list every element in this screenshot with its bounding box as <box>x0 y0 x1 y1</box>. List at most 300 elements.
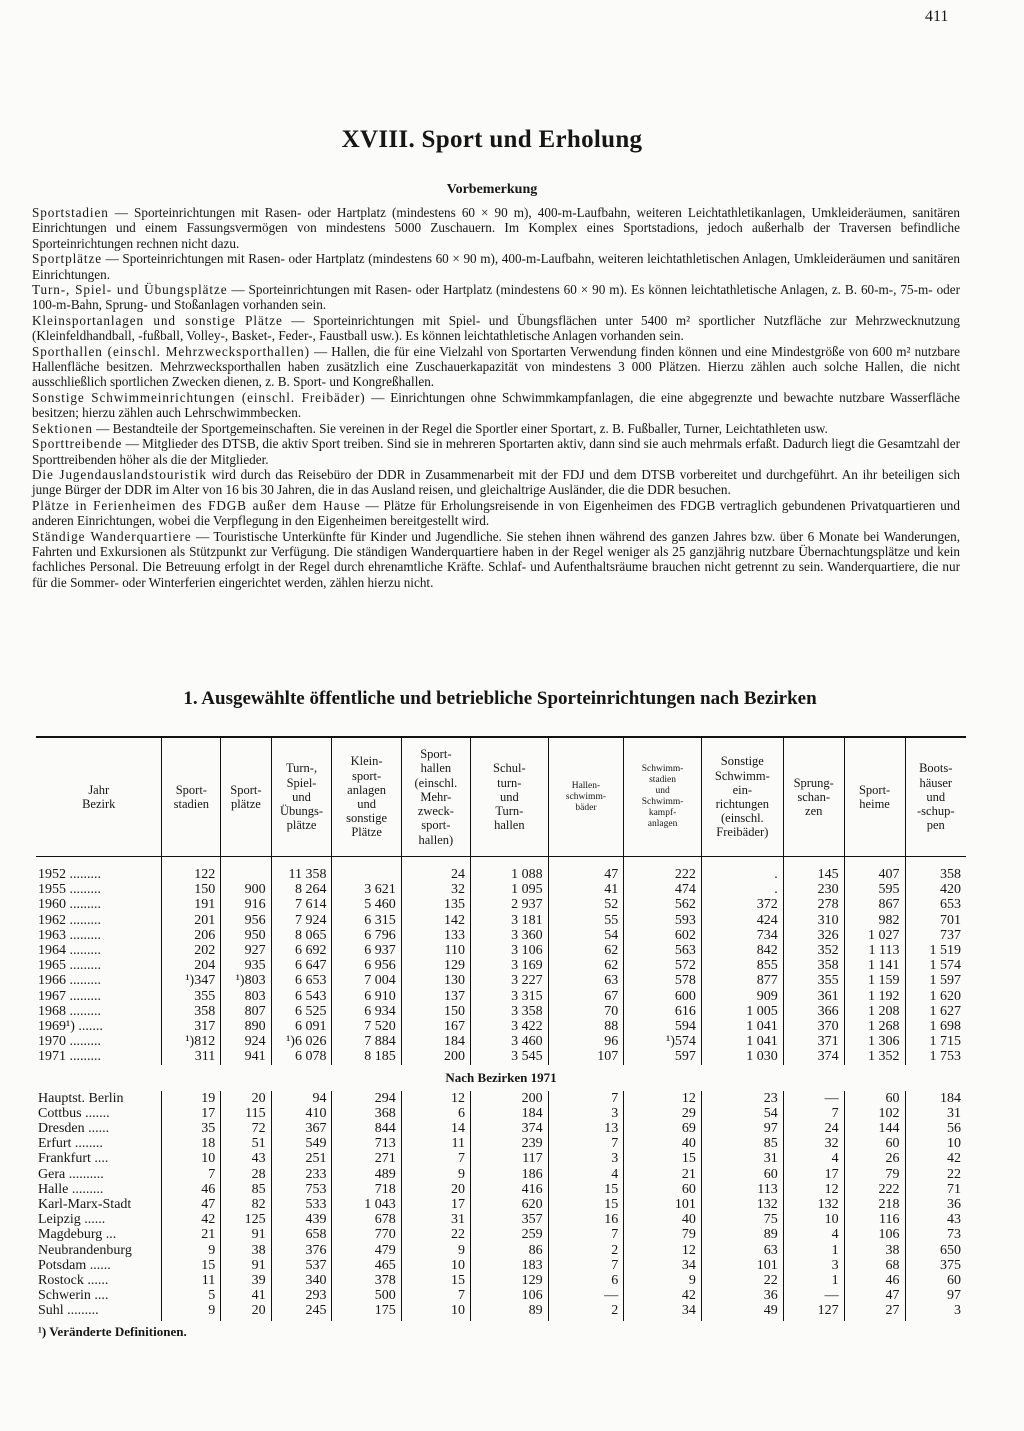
column-header: Sport- plätze <box>221 737 271 857</box>
table-cell: 7 <box>783 1106 844 1121</box>
prelim-term: Kleinsportanlagen und sonstige Plätze <box>32 312 283 328</box>
table-cell: 17 <box>783 1167 844 1182</box>
table-cell: . <box>701 882 783 897</box>
prelim-text: — Plätze für Erholungsreisende in von Eigenheimen des FDGB vertraglich gebundenen Privatquartieren und anderen Einrichtungen, wobei die Verpflegung in den Eigenheimen bereitgestellt wird. <box>32 497 960 529</box>
table-cell: 340 <box>271 1273 332 1288</box>
table-cell: 7 <box>548 1136 624 1151</box>
table-cell: 2 937 <box>471 897 549 912</box>
prelim-heading: Vorbemerkung <box>446 182 538 197</box>
column-header: Sprung- schan- zen <box>783 737 844 857</box>
table-cell: 6 525 <box>271 1004 332 1019</box>
table-cell: 3 <box>783 1258 844 1273</box>
table-cell: 900 <box>221 882 271 897</box>
table-cell: 200 <box>471 1091 549 1106</box>
table-cell: 202 <box>162 943 221 958</box>
row-label: Gera .......... <box>38 1166 104 1182</box>
table-row <box>36 1243 966 1258</box>
table-cell: 3 422 <box>471 1019 549 1034</box>
table-cell: 6 796 <box>332 928 401 943</box>
table-cell: 916 <box>221 897 271 912</box>
table-cell: 127 <box>783 1303 844 1320</box>
spacer-row <box>36 857 966 868</box>
prelim-text: — Touristische Unterkünfte für Kinder und Jugendliche. Sie stehen ihnen während des ganzen Jahres bzw. über 6 Monate bei Wanderungen, Fahrten und Exkursionen als Stützpunkt zur Verfügung. Die ständigen Wanderquartiere haben in der Regel weniger als 25 ganzjährig nutzbare Übernachtungsplätze und kein fachliches Personal. Die Betreuung erfolgt in der Regel durch ehrenamtliche Kräfte. Schlaf- und Aufenthaltsräume brauchen nicht getrennt zu sein. Wanderquartiere, die nur für die Sommer- oder Winterferien eingerichtet werden, zählen hierzu nicht. <box>32 528 960 590</box>
table-cell: 3 <box>548 1151 624 1166</box>
table-row <box>36 1212 966 1227</box>
table-cell: 594 <box>624 1019 702 1034</box>
table-cell: 620 <box>471 1197 549 1212</box>
table-row <box>36 1106 966 1121</box>
table-cell: 678 <box>332 1212 401 1227</box>
table-cell: 658 <box>271 1227 332 1242</box>
table-cell: 201 <box>162 913 221 928</box>
table-row <box>36 1288 966 1303</box>
table-cell: 562 <box>624 897 702 912</box>
table-cell: 245 <box>271 1303 332 1320</box>
table-cell: 8 185 <box>332 1049 401 1064</box>
table-cell: 27 <box>844 1303 905 1320</box>
table-cell: 410 <box>271 1106 332 1121</box>
table-cell: 63 <box>548 973 624 988</box>
table-cell: 12 <box>401 1091 470 1106</box>
table-cell: 31 <box>401 1212 470 1227</box>
row-label: Rostock ...... <box>38 1273 109 1289</box>
table-cell: 17 <box>162 1106 221 1121</box>
table-cell: 950 <box>221 928 271 943</box>
prelim-paragraph <box>32 498 960 529</box>
table-cell: 1 627 <box>905 1004 966 1019</box>
prelim-text: — Hallen, die für eine Vielzahl von Sportarten Verwendung finden können und eine Mindestgröße von 600 m² nutzbare Hallenfläche besitzen. Mehrzwecksporthallen haben zusätzlich eine Zuschauerkapazität von mindestens 3 000 Plätzen. Hierzu zählen auch solche Hallen, die nicht ausschließlich sportlichen Zwecken dienen, z. B. Sport- und Kongreßhallen. <box>32 343 960 390</box>
table-cell: 15 <box>548 1182 624 1197</box>
table-cell: 73 <box>905 1227 966 1242</box>
column-header: Sonstige Schwimm- ein- richtungen (einschl. Freibäder) <box>701 737 783 857</box>
table-cell: 24 <box>401 867 470 882</box>
table-cell: 1 306 <box>844 1034 905 1049</box>
table-cell: 60 <box>844 1091 905 1106</box>
table-cell: 46 <box>844 1273 905 1288</box>
table-row <box>36 1182 966 1197</box>
table-cell: 370 <box>783 1019 844 1034</box>
table-cell: 1 <box>783 1243 844 1258</box>
row-label: Potsdam ...... <box>38 1257 111 1273</box>
table-row <box>36 1151 966 1166</box>
table-cell: 355 <box>162 989 221 1004</box>
table-cell: 20 <box>401 1182 470 1197</box>
prelim-paragraph <box>32 205 960 251</box>
table-cell: 89 <box>701 1227 783 1242</box>
table-cell: 3 <box>548 1106 624 1121</box>
table-row <box>36 1197 966 1212</box>
table-cell: 8 065 <box>271 928 332 943</box>
table-cell: 31 <box>905 1106 966 1121</box>
column-header: Schul- turn- und Turn- hallen <box>471 737 549 857</box>
table-cell: 924 <box>221 1034 271 1049</box>
prelim-paragraph <box>32 529 960 591</box>
table-cell: 184 <box>905 1091 966 1106</box>
table-cell: 222 <box>844 1182 905 1197</box>
column-header: Sport- hallen (einschl. Mehr- zweck- sport- hallen) <box>401 737 470 857</box>
table-cell: 75 <box>701 1212 783 1227</box>
table-cell: 563 <box>624 943 702 958</box>
table-cell: 6 937 <box>332 943 401 958</box>
prelim-term: Sportplätze <box>32 251 102 267</box>
table-cell: 358 <box>905 867 966 882</box>
table-row <box>36 973 966 988</box>
table-cell: 1 574 <box>905 958 966 973</box>
table-cell: 374 <box>471 1121 549 1136</box>
table-cell: 6 910 <box>332 989 401 1004</box>
table-cell: 4 <box>548 1167 624 1182</box>
table-cell: 49 <box>701 1303 783 1320</box>
table-cell: 13 <box>548 1121 624 1136</box>
table-cell: 1 519 <box>905 943 966 958</box>
table-cell: 91 <box>221 1258 271 1273</box>
table-cell: 60 <box>701 1167 783 1182</box>
table-cell: 222 <box>624 867 702 882</box>
table-cell: 15 <box>548 1197 624 1212</box>
table-cell: 1 698 <box>905 1019 966 1034</box>
table-cell: — <box>783 1091 844 1106</box>
table-cell: 184 <box>471 1106 549 1121</box>
table-cell: 183 <box>471 1258 549 1273</box>
table-cell: 29 <box>624 1106 702 1121</box>
prelim-text: — Mitglieder des DTSB, die aktiv Sport treiben. Sind sie in mehreren Sportarten aktiv, dann sind sie auch mehrmals erfaßt. Dadurch liegt die Gesamtzahl der Sporttreibenden höher als die der Mitglieder. <box>32 436 960 467</box>
table-cell: 597 <box>624 1049 702 1064</box>
table-cell: 310 <box>783 913 844 928</box>
table-cell: 3 169 <box>471 958 549 973</box>
table-row <box>36 958 966 973</box>
table-cell: 91 <box>221 1227 271 1242</box>
table-cell: 251 <box>271 1151 332 1166</box>
table-cell: 85 <box>221 1182 271 1197</box>
table-cell: 175 <box>332 1303 401 1320</box>
table-cell: 11 <box>162 1273 221 1288</box>
table-cell: 361 <box>783 989 844 1004</box>
table-cell: 43 <box>221 1151 271 1166</box>
table-cell: 7 <box>401 1288 470 1303</box>
table-cell: 12 <box>624 1243 702 1258</box>
column-header: Turn-, Spiel- und Übungs- plätze <box>271 737 332 857</box>
table-row <box>36 1121 966 1136</box>
table-cell: 60 <box>624 1182 702 1197</box>
table-cell: 366 <box>783 1004 844 1019</box>
table-cell: — <box>783 1288 844 1303</box>
table-cell: 15 <box>624 1151 702 1166</box>
prelim-paragraph <box>32 282 960 313</box>
table-cell: 42 <box>905 1151 966 1166</box>
table-cell: 230 <box>783 882 844 897</box>
table-cell: 358 <box>162 1004 221 1019</box>
table-cell: 650 <box>905 1243 966 1258</box>
table-cell: 578 <box>624 973 702 988</box>
section-row <box>36 1065 966 1091</box>
table-cell: 489 <box>332 1167 401 1182</box>
table-cell: 125 <box>221 1212 271 1227</box>
table-cell: 7 <box>401 1151 470 1166</box>
table-row <box>36 943 966 958</box>
table-cell: 3 181 <box>471 913 549 928</box>
table-cell: 5 460 <box>332 897 401 912</box>
table-cell: 935 <box>221 958 271 973</box>
prelim-text: — Sporteinrichtungen mit Rasen- oder Hartplatz (mindestens 60 × 90 m), 400-m-Laufbahn, weiteren Leichtathletikanlagen, Umkleideräumen, sanitären Einrichtungen und einem Fassungsvermögen von mindestens 5000 Zuschauern. Im Komplex eines Sportstadions, jedoch außerhalb der Traversen befindliche Sporteinrichtungen rechnen nicht dazu. <box>32 205 960 251</box>
table-cell: 6 956 <box>332 958 401 973</box>
table-cell: 52 <box>548 897 624 912</box>
table-cell: 1 027 <box>844 928 905 943</box>
table-cell: 3 315 <box>471 989 549 1004</box>
table-cell: 9 <box>401 1243 470 1258</box>
prelim-term: Sonstige Schwimmeinrichtungen (einschl. Freibäder) <box>32 389 366 405</box>
footnote: ¹) Veränderte Definitionen. <box>38 1324 187 1339</box>
prelim-text: — Bestandteile der Sportgemeinschaften. Sie vereinen in der Regel die Sportler einer Sportart, z. B. Fußballer, Turner, Leichtathleten usw. <box>92 420 828 436</box>
table-cell: 101 <box>701 1258 783 1273</box>
table-cell: 110 <box>401 943 470 958</box>
table-cell: 2 <box>548 1243 624 1258</box>
prelim-term: Plätze in Ferienheimen des FDGB außer dem Hause <box>32 497 361 513</box>
table-cell: 142 <box>401 913 470 928</box>
table-cell: 47 <box>844 1288 905 1303</box>
table-cell: 371 <box>783 1034 844 1049</box>
table-cell: 9 <box>162 1303 221 1320</box>
table-cell: 941 <box>221 1049 271 1064</box>
row-label: Frankfurt .... <box>38 1151 109 1167</box>
table-cell: 10 <box>162 1151 221 1166</box>
table-cell: 375 <box>905 1258 966 1273</box>
table-cell <box>221 867 271 882</box>
table-cell: 132 <box>701 1197 783 1212</box>
table-cell: ¹)574 <box>624 1034 702 1049</box>
table-cell: 3 545 <box>471 1049 549 1064</box>
table-cell: 204 <box>162 958 221 973</box>
table-cell: 844 <box>332 1121 401 1136</box>
table-cell: 1 041 <box>701 1034 783 1049</box>
table-cell: 572 <box>624 958 702 973</box>
table-cell: 21 <box>624 1167 702 1182</box>
table-cell: 600 <box>624 989 702 1004</box>
table-cell: 474 <box>624 882 702 897</box>
table-cell: 465 <box>332 1258 401 1273</box>
table-cell: 106 <box>471 1288 549 1303</box>
table-cell: 24 <box>783 1121 844 1136</box>
table-cell: 3 621 <box>332 882 401 897</box>
table-cell: 1 088 <box>471 867 549 882</box>
table-cell: 653 <box>905 897 966 912</box>
table-cell: 867 <box>844 897 905 912</box>
section-heading: Nach Bezirken 1971 <box>445 1070 557 1086</box>
prelim-term: Ständige Wanderquartiere <box>32 528 192 544</box>
table-cell: 94 <box>271 1091 332 1106</box>
table-cell: 132 <box>783 1197 844 1212</box>
table-cell: 38 <box>844 1243 905 1258</box>
table-cell: 1 005 <box>701 1004 783 1019</box>
table-cell: 97 <box>701 1121 783 1136</box>
table-row <box>36 928 966 943</box>
table-cell: 6 934 <box>332 1004 401 1019</box>
table-cell: 1 043 <box>332 1197 401 1212</box>
table-cell: 6 647 <box>271 958 332 973</box>
table-cell: 6 692 <box>271 943 332 958</box>
table-cell: 294 <box>332 1091 401 1106</box>
table-cell: 3 360 <box>471 928 549 943</box>
row-label: 1964 ......... <box>38 943 101 959</box>
prelim-text: — Sporteinrichtungen mit Rasen- oder Hartplatz (mindestens 60 × 90 m). Es können leichtathletische Anlagen, z. B. 60-m-, 75-m- oder 100-m-Bahn, Sprung- und Stoßanlagen vorhanden sein. <box>32 282 960 313</box>
table-cell: 416 <box>471 1182 549 1197</box>
table-cell: 17 <box>401 1197 470 1212</box>
table-cell: 259 <box>471 1227 549 1242</box>
table-cell: 293 <box>271 1288 332 1303</box>
table-cell: 150 <box>162 882 221 897</box>
table-cell: 71 <box>905 1182 966 1197</box>
table-cell: 79 <box>844 1167 905 1182</box>
table-cell: ¹)812 <box>162 1034 221 1049</box>
table-cell: 86 <box>471 1243 549 1258</box>
table-cell: 36 <box>905 1197 966 1212</box>
table-cell: 770 <box>332 1227 401 1242</box>
table-cell: 38 <box>221 1243 271 1258</box>
table-cell: 63 <box>701 1243 783 1258</box>
table-cell: 533 <box>271 1197 332 1212</box>
table-row <box>36 1004 966 1019</box>
prelim-term: Sporttreibende <box>32 436 123 452</box>
table-cell: 19 <box>162 1091 221 1106</box>
table-cell: 10 <box>401 1258 470 1273</box>
table-cell: 85 <box>701 1136 783 1151</box>
row-label: Leipzig ...... <box>38 1212 106 1228</box>
table-cell: 1 620 <box>905 989 966 1004</box>
table-cell: 23 <box>701 1091 783 1106</box>
table-row <box>36 1227 966 1242</box>
table-cell: 1 753 <box>905 1049 966 1064</box>
table-cell: 129 <box>471 1273 549 1288</box>
table-cell: 9 <box>401 1167 470 1182</box>
table-row <box>36 1303 966 1320</box>
table-cell: 753 <box>271 1182 332 1197</box>
table-cell: 42 <box>162 1212 221 1227</box>
table-cell: 3 358 <box>471 1004 549 1019</box>
table-cell: 34 <box>624 1303 702 1320</box>
table-cell: 62 <box>548 943 624 958</box>
column-header: Jahr Bezirk <box>82 782 116 811</box>
table-cell: 16 <box>548 1212 624 1227</box>
table-cell: 12 <box>624 1091 702 1106</box>
row-label: Schwerin .... <box>38 1288 109 1304</box>
prelim-term: Sektionen <box>32 420 93 436</box>
table-cell: 32 <box>401 882 470 897</box>
table-cell: 200 <box>401 1049 470 1064</box>
table-row <box>36 1136 966 1151</box>
table-cell: 6 078 <box>271 1049 332 1064</box>
table-cell: 11 358 <box>271 867 332 882</box>
table-cell: 130 <box>401 973 470 988</box>
row-label: Neubrandenburg <box>38 1242 132 1258</box>
prelim-paragraph <box>32 251 960 282</box>
table-cell: 378 <box>332 1273 401 1288</box>
table-cell: 21 <box>162 1227 221 1242</box>
table-cell: ¹)803 <box>221 973 271 988</box>
row-label: 1962 ......... <box>38 912 101 928</box>
table-title: 1. Ausgewählte öffentliche und betriebliche Sporteinrichtungen nach Bezirken <box>183 688 817 709</box>
table-cell: 39 <box>221 1273 271 1288</box>
table-cell: 97 <box>905 1288 966 1303</box>
table-cell: 407 <box>844 867 905 882</box>
table-cell: 355 <box>783 973 844 988</box>
table-cell: 368 <box>332 1106 401 1121</box>
table-cell: 1 113 <box>844 943 905 958</box>
table-cell: 595 <box>844 882 905 897</box>
prelim-paragraph <box>32 436 960 467</box>
table-cell: 877 <box>701 973 783 988</box>
table-row <box>36 1019 966 1034</box>
table-row <box>36 1258 966 1273</box>
table-cell: 358 <box>783 958 844 973</box>
table-cell: 7 <box>548 1227 624 1242</box>
table-cell: 1 208 <box>844 1004 905 1019</box>
table-cell: 106 <box>844 1227 905 1242</box>
table-cell: 9 <box>162 1243 221 1258</box>
table-cell: 218 <box>844 1197 905 1212</box>
table-cell: 2 <box>548 1303 624 1320</box>
prelim-paragraph <box>32 344 960 390</box>
table-cell: 137 <box>401 989 470 1004</box>
table-cell: 713 <box>332 1136 401 1151</box>
table-cell: 115 <box>221 1106 271 1121</box>
table-cell: 31 <box>701 1151 783 1166</box>
table-cell: 7 614 <box>271 897 332 912</box>
table-cell: 616 <box>624 1004 702 1019</box>
table-cell: 72 <box>221 1121 271 1136</box>
table-cell: 22 <box>905 1167 966 1182</box>
table-cell: 133 <box>401 928 470 943</box>
table-cell: 51 <box>221 1136 271 1151</box>
table-cell: 374 <box>783 1049 844 1064</box>
table-cell: 10 <box>401 1303 470 1320</box>
table-cell: 60 <box>905 1273 966 1288</box>
table-cell: 271 <box>332 1151 401 1166</box>
table-cell: 46 <box>162 1182 221 1197</box>
table-cell: 1 597 <box>905 973 966 988</box>
table-cell: 890 <box>221 1019 271 1034</box>
row-label: 1970 ......... <box>38 1034 101 1050</box>
row-label: Cottbus ....... <box>38 1105 110 1121</box>
table-cell: 317 <box>162 1019 221 1034</box>
table-row <box>36 897 966 912</box>
table-cell: 15 <box>401 1273 470 1288</box>
table-cell: 82 <box>221 1197 271 1212</box>
table-cell: 439 <box>271 1212 332 1227</box>
table-cell: 69 <box>624 1121 702 1136</box>
prelim-term: Turn-, Spiel- und Übungsplätze <box>32 282 228 298</box>
row-label: 1967 ......... <box>38 988 101 1004</box>
table-cell: 239 <box>471 1136 549 1151</box>
row-label: 1955 ......... <box>38 882 101 898</box>
table-cell: 88 <box>548 1019 624 1034</box>
column-header: Hallen- schwimm- bäder <box>548 737 624 857</box>
table-row <box>36 1273 966 1288</box>
table-cell: 26 <box>844 1151 905 1166</box>
table-cell: ¹)6 026 <box>271 1034 332 1049</box>
row-label: 1965 ......... <box>38 958 101 974</box>
table-cell: 3 <box>905 1303 966 1320</box>
table-cell: 4 <box>783 1227 844 1242</box>
table-cell: 70 <box>548 1004 624 1019</box>
prelim-paragraph <box>32 313 960 344</box>
column-header: Sport- heime <box>844 737 905 857</box>
table-cell: 79 <box>624 1227 702 1242</box>
prelim-text: wird durch das Reisebüro der DDR in Zusammenarbeit mit der FDJ und dem DTSB vorbereitet und durchgeführt. An ihr beteiligen sich junge Bürger der DDR im Alter von 16 bis 30 Jahren, die in das Ausland reisen, und gleichaltrige Ausländer, die die DDR besuchen. <box>32 466 961 498</box>
table-cell: 47 <box>162 1197 221 1212</box>
table-cell: 6 543 <box>271 989 332 1004</box>
row-label: Magdeburg ... <box>38 1227 117 1243</box>
table-cell: 41 <box>548 882 624 897</box>
table-cell: 602 <box>624 928 702 943</box>
